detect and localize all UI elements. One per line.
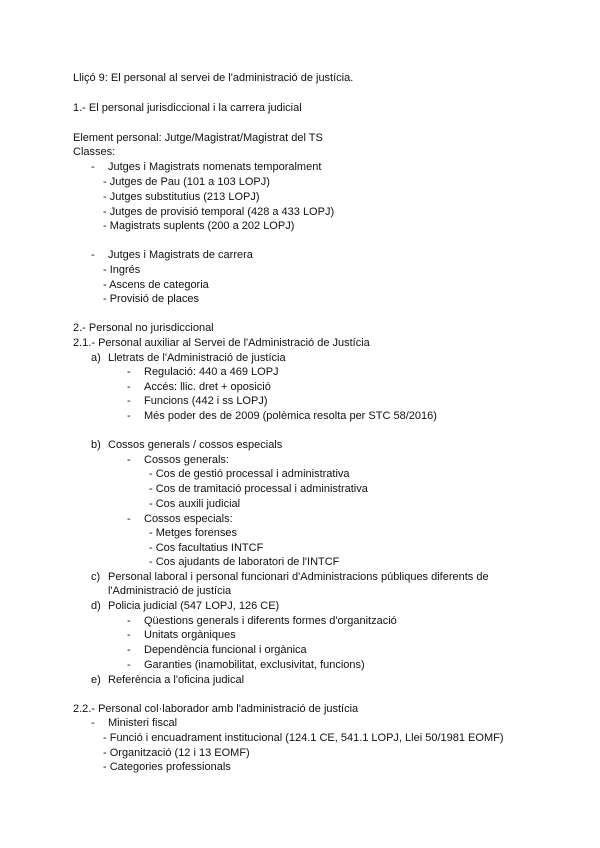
item-c-line-1: Personal laboral i personal funcionari d'Administracions públiques diferents de (108, 571, 489, 583)
bullet-dash: - (127, 454, 131, 466)
bullet-dash: - (127, 395, 131, 407)
item-marker: e) (91, 674, 101, 686)
item-b-label: Cossos generals / cossos especials (108, 439, 283, 451)
bullet-dash: - (127, 410, 131, 422)
item-marker: d) (91, 600, 101, 612)
lesson-title: Lliçó 9: El personal al servei de l'administració de justícia. (73, 72, 354, 84)
list-item: Regulació: 440 a 469 LOPJ (144, 366, 279, 378)
list-item: Més poder des de 2009 (polèmica resolta per STC 58/2016) (144, 410, 437, 422)
item-marker: b) (91, 439, 101, 451)
list-item: - Cos facultatius INTCF (149, 542, 264, 554)
bullet-dash: - (91, 717, 95, 729)
list-item: - Ascens de categoria (103, 279, 209, 291)
subsection-2-1-heading: 2.1.- Personal auxiliar al Servei de l'Administració de Justícia (73, 337, 370, 349)
list-item: - Provisió de places (103, 293, 199, 305)
bullet-dash: - (127, 513, 131, 525)
classes-label: Classes: (73, 146, 116, 158)
list-item: Garanties (inamobilitat, exclusivitat, funcions) (144, 659, 365, 671)
list-item: - Cos ajudants de laboratori de l'INTCF (149, 556, 340, 568)
bullet-dash: - (127, 629, 131, 641)
item-e-label: Referència a l'oficina judical (108, 674, 245, 686)
element-personal: Element personal: Jutge/Magistrat/Magistrat del TS (73, 132, 323, 144)
list-item: - Organització (12 i 13 EOMF) (103, 747, 250, 759)
bullet-dash: - (127, 381, 131, 393)
list-item: Dependència funcional i orgànica (144, 644, 307, 656)
bullet-dash: - (127, 615, 131, 627)
list-item: Qüestions generals i diferents formes d'organització (144, 615, 397, 627)
generals-label: Cossos generals: (144, 454, 229, 466)
list-item: - Jutges substitutius (213 LOPJ) (103, 191, 260, 203)
item-marker: a) (91, 352, 101, 364)
list-item: - Ingrés (103, 264, 141, 276)
group-label: Jutges i Magistrats nomenats temporalment (108, 161, 322, 173)
section-1-heading: 1.- El personal jurisdiccional i la carrera judicial (73, 102, 302, 114)
item-marker: c) (91, 571, 101, 583)
list-item: - Jutges de Pau (101 a 103 LOPJ) (103, 176, 270, 188)
bullet-dash: - (127, 366, 131, 378)
especials-label: Cossos especials: (144, 513, 233, 525)
item-d-label: Policia judicial (547 LOPJ, 126 CE) (108, 600, 280, 612)
group-label: Ministeri fiscal (108, 717, 178, 729)
list-item: - Jutges de provisió temporal (428 a 433 LOPJ) (103, 206, 335, 218)
list-item: - Cos auxili judicial (149, 498, 241, 510)
bullet-dash: - (91, 161, 95, 173)
list-item: - Cos de tramitació processal i administrativa (149, 483, 368, 495)
item-a-label: Lletrats de l'Administració de justícia (108, 352, 286, 364)
list-item: - Magistrats suplents (200 a 202 LOPJ) (103, 220, 295, 232)
list-item: - Funció i encuadrament institucional (124.1 CE, 541.1 LOPJ, Llei 50/1981 EOMF) (103, 732, 504, 744)
list-item: - Categories professionals (103, 761, 231, 773)
list-item: Accés: llic. dret + oposició (144, 381, 271, 393)
item-c-line-2: l'Administració de justícia (108, 585, 232, 597)
bullet-dash: - (127, 644, 131, 656)
bullet-dash: - (91, 249, 95, 261)
section-2-heading: 2.- Personal no jurisdiccional (73, 322, 214, 334)
list-item: Unitats orgàniques (144, 629, 236, 641)
bullet-dash: - (127, 659, 131, 671)
list-item: Funcions (442 i ss LOPJ) (144, 395, 268, 407)
list-item: - Cos de gestió processal i administrativa (149, 468, 350, 480)
subsection-2-2-heading: 2.2.- Personal col·laborador amb l'administració de justícia (73, 703, 359, 715)
group-label: Jutges i Magistrats de carrera (108, 249, 253, 261)
list-item: - Metges forenses (149, 527, 238, 539)
